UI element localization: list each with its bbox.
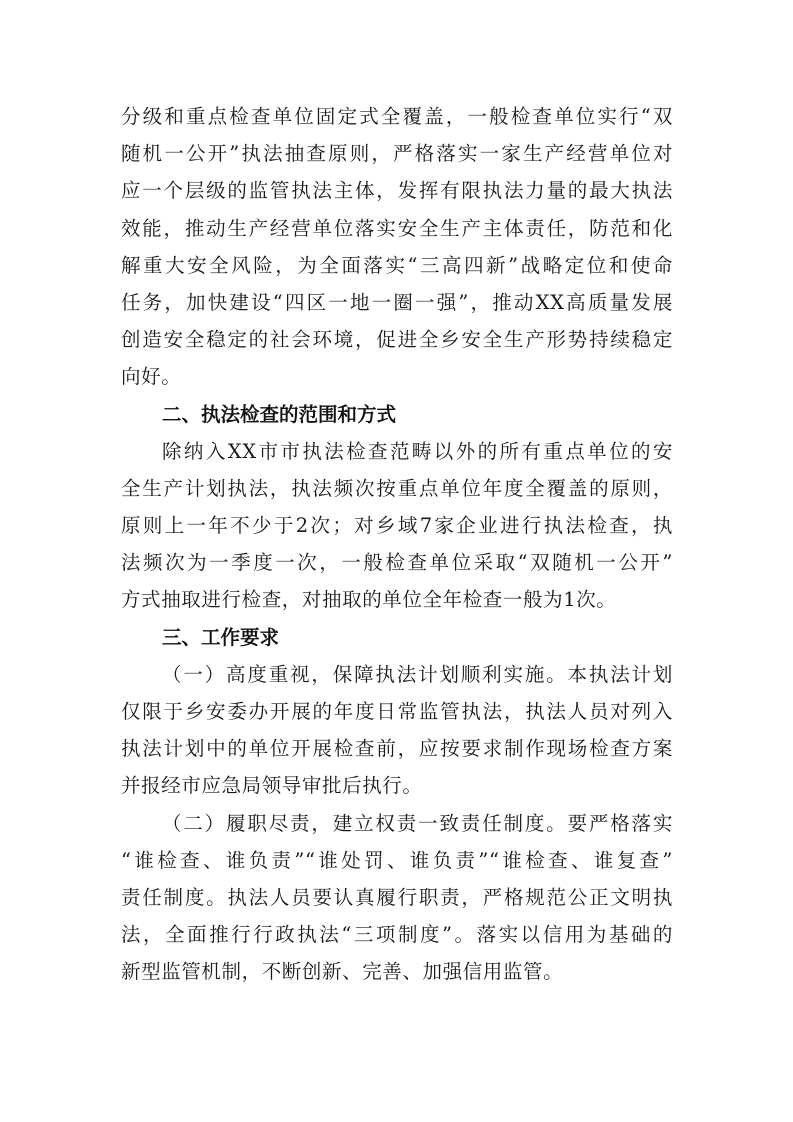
text-line: 解重大安全风险，为全面落实“三高四新”战略定位和使命 [121, 253, 673, 277]
paragraph-intro-continued [121, 98, 673, 396]
text-line: 法，全面推行行政执法“三项制度”。落实以信用为基础的 [121, 923, 673, 947]
section-heading-scope: 二、执法检查的范围和方式 [162, 402, 397, 426]
document-body [121, 98, 673, 991]
text-line: 法频次为一季度一次，一般检查单位采取“双随机一公开” [121, 551, 673, 575]
text-line: 创造安全稳定的社会环境，促进全乡安全生产形势持续稳定 [121, 328, 673, 352]
text-line: 方式抽取进行检查，对抽取的单位全年检查一般为1次。 [121, 588, 617, 612]
text-line: 效能，推动生产经营单位落实安全生产主体责任，防范和化 [121, 216, 673, 240]
text-line: “谁检查、谁负责”“谁处罚、谁负责”“谁检查、谁复查” [121, 848, 673, 872]
paragraph-requirement-1 [121, 656, 673, 805]
text-line: 除纳入XX市市执法检查范畴以外的所有重点单位的安 [162, 439, 673, 463]
section-heading-requirements: 三、工作要求 [162, 625, 280, 649]
text-line: 新型监管机制，不断创新、完善、加强信用监管。 [121, 960, 564, 984]
text-line: （二）履职尽责，建立权责一致责任制度。要严格落实 [162, 811, 673, 835]
text-line: 责任制度。执法人员要认真履行职责，严格规范公正文明执 [121, 885, 673, 909]
text-line: 并报经市应急局领导审批后执行。 [121, 774, 423, 798]
text-line: 任务，加快建设“四区一地一圈一强”，推动XX高质量发展 [121, 290, 673, 314]
paragraph-scope [121, 433, 673, 619]
paragraph-requirement-2 [121, 805, 673, 991]
text-line: 随机一公开”执法抽查原则，严格落实一家生产经营单位对 [121, 142, 673, 166]
text-line: 应一个层级的监管执法主体，发挥有限执法力量的最大执法 [121, 179, 673, 203]
text-line: 仅限于乡安委办开展的年度日常监管执法，执法人员对列入 [121, 700, 673, 723]
text-line: 全生产计划执法，执法频次按重点单位年度全覆盖的原则， [121, 476, 673, 500]
text-line: 执法计划中的单位开展检查前，应按要求制作现场检查方案 [121, 737, 673, 761]
text-line: 原则上一年不少于2次；对乡域7家企业进行执法检查，执 [121, 514, 673, 538]
text-line: 向好。 [121, 365, 182, 389]
text-line: 分级和重点检查单位固定式全覆盖，一般检查单位实行“双 [121, 105, 673, 128]
text-line: （一）高度重视，保障执法计划顺利实施。本执法计划 [162, 662, 673, 686]
